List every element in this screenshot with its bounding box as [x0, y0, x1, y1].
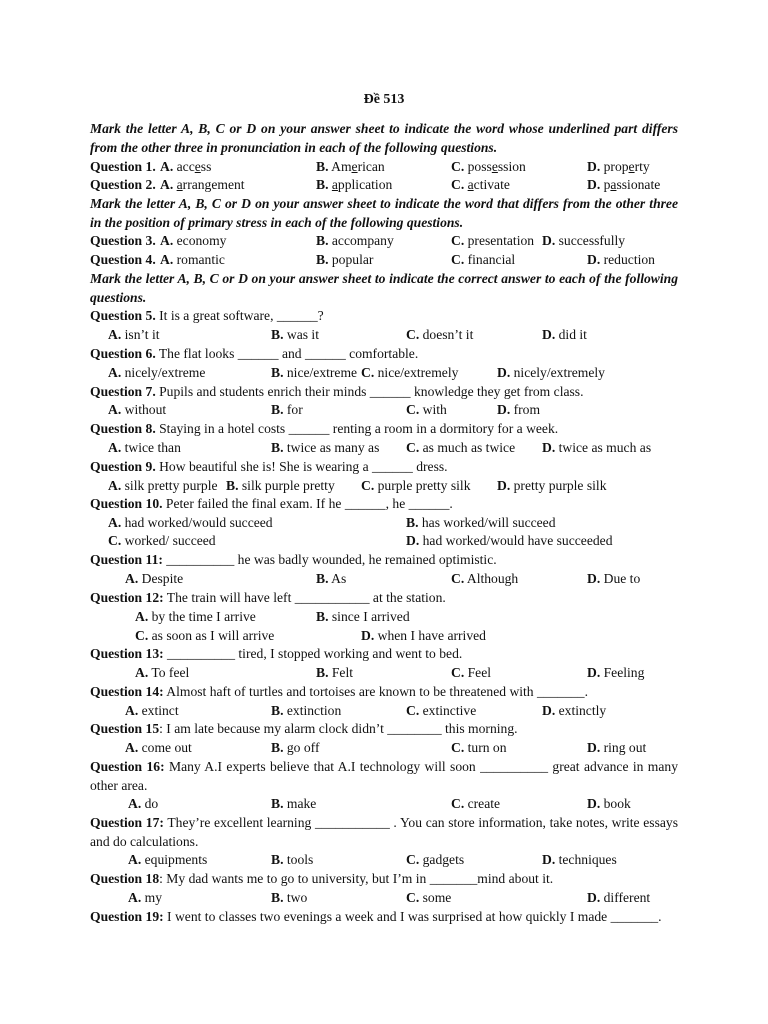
question-10: Question 10. Peter failed the final exam. If he ______, he ______.	[90, 496, 453, 511]
q4-option-b: B. popular	[316, 252, 374, 267]
q11-option-c: C. Although	[451, 571, 519, 586]
q8-option-b: B. twice as many as	[271, 440, 380, 455]
q7-option-c: C. with	[406, 402, 447, 417]
q18-option-b: B. two	[271, 890, 308, 905]
q10-option-c: C. worked/ succeed	[108, 533, 216, 548]
question-5: Question 5. It is a great software, ______?	[90, 308, 324, 323]
q13-option-c: C. Feel	[451, 665, 492, 680]
question-12: Question 12: The train will have left ___________ at the station.	[90, 590, 446, 605]
q13-option-b: B. Felt	[316, 665, 354, 680]
question-15: Question 15: I am late because my alarm clock didn’t ________ this morning.	[90, 721, 518, 736]
question-14: Question 14: Almost haft of turtles and tortoises are known to be threatened with _______.	[90, 684, 588, 699]
q14-option-c: C. extinctive	[406, 703, 477, 718]
question-label: Question 3.	[90, 233, 156, 248]
question-17: Question 17: They’re excellent learning ___________ . You can store information, take notes, write essays and do calculations.	[90, 815, 678, 849]
q14-option-a: A. extinct	[125, 703, 179, 718]
q13-option-a: A. To feel	[135, 665, 190, 680]
q12-option-b: B. since I arrived	[316, 609, 410, 624]
q7-option-d: D. from	[497, 402, 541, 417]
question-19: Question 19: I went to classes two evenings a week and I was surprised at how quickly I made _______.	[90, 909, 662, 924]
question-4	[90, 251, 156, 269]
q2-option-d: D. passionate	[587, 177, 661, 192]
q18-option-d: D. different	[587, 890, 651, 905]
q12-option-c: C. as soon as I will arrive	[135, 628, 275, 643]
question-label: Question 4.	[90, 252, 156, 267]
question-3	[90, 232, 156, 250]
q8-option-c: C. as much as twice	[406, 440, 516, 455]
question-label: Question 1.	[90, 159, 156, 174]
q6-option-b: B. nice/extreme	[271, 365, 358, 380]
q16-option-b: B. make	[271, 796, 317, 811]
question-6: Question 6. The flat looks ______ and ______ comfortable.	[90, 346, 419, 361]
question-16: Question 16: Many A.I experts believe that A.I technology will soon __________ great advance in many other area.	[90, 759, 678, 793]
question-8: Question 8. Staying in a hotel costs ______ renting a room in a dormitory for a week.	[90, 421, 559, 436]
q6-option-a: A. nicely/extreme	[108, 365, 206, 380]
instruction-pronunciation: Mark the letter A, B, C or D on your answer sheet to indicate the word whose underlined part differs from the other three in pronunciation in each of the following questions.	[90, 121, 678, 155]
q17-option-c: C. gadgets	[406, 852, 465, 867]
instruction-correct-answer: Mark the letter A, B, C or D on your answer sheet to indicate the correct answer to each of the following questions.	[90, 271, 678, 305]
q18-option-c: C. some	[406, 890, 452, 905]
q7-option-b: B. for	[271, 402, 303, 417]
q9-option-c: C. purple pretty silk	[361, 478, 471, 493]
q17-option-a: A. equipments	[128, 852, 208, 867]
q6-option-d: D. nicely/extremely	[497, 365, 605, 380]
q18-option-a: A. my	[128, 890, 162, 905]
q2-option-c: C. activate	[451, 177, 510, 192]
q4-option-c: C. financial	[451, 252, 516, 267]
question-18: Question 18: My dad wants me to go to university, but I’m in _______mind about it.	[90, 871, 554, 886]
q5-option-d: D. did it	[542, 327, 587, 342]
q5-option-b: B. was it	[271, 327, 319, 342]
q1-option-c: C. possession	[451, 159, 526, 174]
q10-option-b: B. has worked/will succeed	[406, 515, 556, 530]
q2-option-b: B. application	[316, 177, 393, 192]
q12-option-d: D. when I have arrived	[361, 628, 486, 643]
question-2	[90, 176, 156, 194]
q3-option-a: A. economy	[160, 233, 227, 248]
q13-option-d: D. Feeling	[587, 665, 645, 680]
question-label: Question 2.	[90, 177, 156, 192]
q4-option-a: A. romantic	[160, 252, 225, 267]
q16-option-a: A. do	[128, 796, 159, 811]
question-9: Question 9. How beautiful she is! She is wearing a ______ dress.	[90, 459, 448, 474]
q10-option-a: A. had worked/would succeed	[108, 515, 273, 530]
q15-option-a: A. come out	[125, 740, 192, 755]
exam-title: Đề 513	[363, 92, 405, 107]
q11-option-a: A. Despite	[125, 571, 184, 586]
q14-option-b: B. extinction	[271, 703, 342, 718]
q1-option-a: A. access	[160, 159, 212, 174]
q17-option-d: D. techniques	[542, 852, 617, 867]
q3-option-c: C. presentation	[451, 233, 535, 248]
question-1	[90, 158, 156, 176]
q17-option-b: B. tools	[271, 852, 314, 867]
q11-option-b: B. As	[316, 571, 347, 586]
q1-option-b: B. American	[316, 159, 385, 174]
q1-option-d: D. property	[587, 159, 650, 174]
instruction-stress: Mark the letter A, B, C or D on your answer sheet to indicate the word that differs from the other three in the position of primary stress in each of the following questions.	[90, 196, 678, 230]
q12-option-a: A. by the time I arrive	[135, 609, 256, 624]
q9-option-b: B. silk purple pretty	[226, 478, 335, 493]
q5-option-a: A. isn’t it	[108, 327, 160, 342]
q5-option-c: C. doesn’t it	[406, 327, 474, 342]
q3-option-d: D. successfully	[542, 233, 626, 248]
q11-option-d: D. Due to	[587, 571, 641, 586]
q8-option-d: D. twice as much as	[542, 440, 652, 455]
q8-option-a: A. twice than	[108, 440, 181, 455]
q9-option-d: D. pretty purple silk	[497, 478, 607, 493]
q3-option-b: B. accompany	[316, 233, 394, 248]
q10-option-d: D. had worked/would have succeeded	[406, 533, 613, 548]
q14-option-d: D. extinctly	[542, 703, 607, 718]
q16-option-d: D. book	[587, 796, 631, 811]
question-13: Question 13: __________ tired, I stopped working and went to bed.	[90, 646, 463, 661]
q15-option-c: C. turn on	[451, 740, 507, 755]
q15-option-d: D. ring out	[587, 740, 647, 755]
q7-option-a: A. without	[108, 402, 167, 417]
question-7: Question 7. Pupils and students enrich their minds ______ knowledge they get from class.	[90, 384, 584, 399]
q9-option-a: A. silk pretty purple	[108, 478, 218, 493]
q6-option-c: C. nice/extremely	[361, 365, 459, 380]
q2-option-a: A. arrangement	[160, 177, 245, 192]
q4-option-d: D. reduction	[587, 252, 655, 267]
q16-option-c: C. create	[451, 796, 501, 811]
question-11: Question 11: __________ he was badly wounded, he remained optimistic.	[90, 552, 497, 567]
q15-option-b: B. go off	[271, 740, 320, 755]
